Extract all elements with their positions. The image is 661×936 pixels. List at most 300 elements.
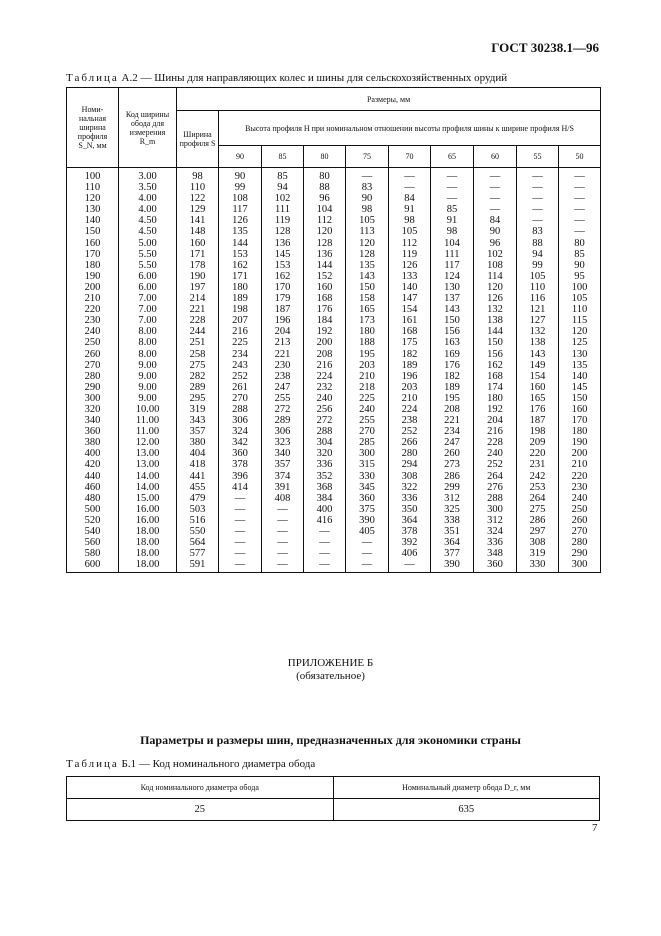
table-cell: 360 — [219, 448, 262, 459]
table-cell: — — [219, 493, 262, 504]
table-row — [67, 504, 601, 515]
table-cell: — — [346, 168, 389, 183]
table-cell: 260 — [431, 448, 474, 459]
table-cell: 330 — [346, 471, 389, 482]
table-cell: 80 — [559, 238, 601, 249]
table-cell: — — [304, 526, 346, 537]
table-row — [67, 799, 600, 821]
table-cell: 221 — [431, 415, 474, 426]
table-cell: 7.00 — [119, 293, 177, 304]
table-cell: 405 — [346, 526, 389, 537]
table-cell: 4.50 — [119, 226, 177, 237]
table-cell: 315 — [346, 459, 389, 470]
table-cell: — — [262, 559, 304, 573]
table-cell: 338 — [431, 515, 474, 526]
table-cell: 135 — [219, 226, 262, 237]
table-cell: 6.00 — [119, 282, 177, 293]
table-cell: 406 — [389, 548, 431, 559]
table-cell: 247 — [262, 382, 304, 393]
table-cell: 190 — [67, 271, 119, 282]
table-cell: 102 — [474, 249, 517, 260]
document-code: ГОСТ 30238.1—96 — [491, 40, 599, 55]
table-cell: 108 — [474, 260, 517, 271]
table-cell: 141 — [177, 215, 219, 226]
table-cell: 187 — [262, 304, 304, 315]
table-row — [67, 226, 601, 237]
table-cell: 304 — [304, 437, 346, 448]
table-cell: 288 — [219, 404, 262, 415]
table-cell: 105 — [517, 271, 559, 282]
table-cell: 182 — [431, 371, 474, 382]
table-cell: 85 — [262, 168, 304, 183]
table-cell: 18.00 — [119, 537, 177, 548]
table-cell: 90 — [474, 226, 517, 237]
table-cell: 591 — [177, 559, 219, 573]
table-cell: 503 — [177, 504, 219, 515]
table-cell: — — [346, 548, 389, 559]
table-cell: 96 — [304, 193, 346, 204]
table-cell: — — [389, 182, 431, 193]
table-cell: 221 — [262, 349, 304, 360]
table-cell: 228 — [474, 437, 517, 448]
table-cell: 250 — [559, 504, 601, 515]
table-cell: 3.00 — [119, 168, 177, 183]
table-cell: 460 — [67, 482, 119, 493]
table-cell: 120 — [474, 282, 517, 293]
table-cell: 140 — [67, 215, 119, 226]
table-row — [67, 437, 601, 448]
appendix-heading: Параметры и размеры шин, предназначенных для экономики страны — [140, 733, 521, 747]
table-cell: 200 — [559, 448, 601, 459]
table-cell: — — [346, 559, 389, 573]
table-cell: 85 — [559, 249, 601, 260]
table-cell: 132 — [474, 304, 517, 315]
table-cell: 162 — [474, 360, 517, 371]
header-ratio: 65 — [431, 146, 474, 168]
table-cell: 480 — [67, 493, 119, 504]
table-row — [67, 548, 601, 559]
table-cell: 242 — [517, 471, 559, 482]
table-cell: 218 — [346, 382, 389, 393]
table-cell: — — [431, 168, 474, 183]
table-cell: 99 — [517, 260, 559, 271]
table-cell: 160 — [304, 282, 346, 293]
table-cell: 320 — [67, 404, 119, 415]
table-cell: 189 — [389, 360, 431, 371]
table-cell: 94 — [517, 249, 559, 260]
table-cell: 240 — [346, 404, 389, 415]
table-row — [67, 238, 601, 249]
table-cell: 195 — [346, 349, 389, 360]
header-rim-code: Код ширины обода для измерения R_m — [119, 88, 177, 168]
table-cell: 231 — [517, 459, 559, 470]
table-cell: 240 — [304, 393, 346, 404]
table-cell: 99 — [219, 182, 262, 193]
table-cell: 216 — [219, 326, 262, 337]
table-cell: 100 — [559, 282, 601, 293]
table-cell: 319 — [177, 404, 219, 415]
table-cell: 198 — [219, 304, 262, 315]
table-cell: — — [219, 537, 262, 548]
table-cell: 15.00 — [119, 493, 177, 504]
table-cell: 232 — [304, 382, 346, 393]
table-cell: 150 — [431, 315, 474, 326]
table-cell: 198 — [517, 426, 559, 437]
table-cell: 162 — [262, 271, 304, 282]
table-cell: 600 — [67, 559, 119, 573]
table-cell: 136 — [304, 249, 346, 260]
table-cell: 308 — [389, 471, 431, 482]
table-cell: 320 — [304, 448, 346, 459]
table-cell: 105 — [346, 215, 389, 226]
table-cell: 210 — [559, 459, 601, 470]
table-cell: 272 — [304, 415, 346, 426]
table-cell: 120 — [346, 238, 389, 249]
table-cell: 479 — [177, 493, 219, 504]
table-cell: 378 — [219, 459, 262, 470]
table-cell: 174 — [474, 382, 517, 393]
appendix-subtitle: (обязательное) — [296, 670, 365, 682]
table-cell: 80 — [304, 168, 346, 183]
table-cell: 98 — [389, 215, 431, 226]
table-cell: 84 — [389, 193, 431, 204]
table-row — [67, 182, 601, 193]
table-cell: 126 — [389, 260, 431, 271]
table-cell: 252 — [474, 459, 517, 470]
table-cell: 170 — [67, 249, 119, 260]
table-cell: 252 — [219, 371, 262, 382]
table-cell: 180 — [474, 393, 517, 404]
table-cell: 16.00 — [119, 504, 177, 515]
table-cell: 195 — [431, 393, 474, 404]
table-cell: 306 — [219, 415, 262, 426]
table-cell: 300 — [67, 393, 119, 404]
table-cell: 94 — [262, 182, 304, 193]
table-cell: 288 — [474, 493, 517, 504]
table-cell: 125 — [559, 337, 601, 348]
header-ratio: 50 — [559, 146, 601, 168]
table-cell: 324 — [474, 526, 517, 537]
table-cell: 210 — [346, 371, 389, 382]
table-cell: 224 — [304, 371, 346, 382]
table-cell: 289 — [262, 415, 304, 426]
table-cell: 130 — [431, 282, 474, 293]
table-row — [67, 215, 601, 226]
table-cell: 12.00 — [119, 437, 177, 448]
table-cell: 11.00 — [119, 415, 177, 426]
table-cell: 357 — [262, 459, 304, 470]
table-cell: 95 — [559, 271, 601, 282]
table-cell: 126 — [474, 293, 517, 304]
table-cell: 18.00 — [119, 526, 177, 537]
table-cell: 312 — [431, 493, 474, 504]
table-cell: 336 — [304, 459, 346, 470]
table-cell: 102 — [262, 193, 304, 204]
table-cell: 273 — [431, 459, 474, 470]
table-row — [67, 293, 601, 304]
table-cell: 150 — [474, 337, 517, 348]
table-cell: 18.00 — [119, 559, 177, 573]
table-row — [67, 193, 601, 204]
table-cell: 221 — [177, 304, 219, 315]
table-cell: 336 — [474, 537, 517, 548]
table-cell: 152 — [304, 271, 346, 282]
table-cell: 343 — [177, 415, 219, 426]
table-cell: 16.00 — [119, 515, 177, 526]
table-cell: 169 — [431, 349, 474, 360]
table-cell: 85 — [431, 204, 474, 215]
table-cell: 156 — [474, 349, 517, 360]
table-cell: 121 — [517, 304, 559, 315]
table-cell: 384 — [304, 493, 346, 504]
table-cell: 111 — [431, 249, 474, 260]
table-cell: 247 — [431, 437, 474, 448]
header-ratio: 60 — [474, 146, 517, 168]
table-row — [67, 326, 601, 337]
table-cell: — — [474, 168, 517, 183]
table-cell: 210 — [389, 393, 431, 404]
table-cell: — — [559, 204, 601, 215]
table-cell: 378 — [389, 526, 431, 537]
table-cell: 4.00 — [119, 204, 177, 215]
table-cell: 319 — [517, 548, 559, 559]
table-cell: 4.50 — [119, 215, 177, 226]
table-cell: 238 — [262, 371, 304, 382]
table-cell: 9.00 — [119, 382, 177, 393]
table-cell: 128 — [346, 249, 389, 260]
table-cell: 390 — [431, 559, 474, 573]
table-cell: 158 — [346, 293, 389, 304]
table-cell: 360 — [474, 559, 517, 573]
table-cell: 289 — [177, 382, 219, 393]
table-cell: 8.00 — [119, 349, 177, 360]
table-cell: 295 — [177, 393, 219, 404]
table-cell: — — [474, 182, 517, 193]
table-cell: 360 — [346, 493, 389, 504]
table-cell: 270 — [219, 393, 262, 404]
table-cell: 204 — [474, 415, 517, 426]
table-cell: 176 — [304, 304, 346, 315]
table-cell: 154 — [517, 371, 559, 382]
table-cell: 120 — [304, 226, 346, 237]
table-cell: 560 — [67, 537, 119, 548]
table-cell: 360 — [67, 426, 119, 437]
table-cell: 455 — [177, 482, 219, 493]
table-row — [67, 515, 601, 526]
table-cell: 282 — [177, 371, 219, 382]
table-cell: 115 — [559, 315, 601, 326]
header-ratio: 85 — [262, 146, 304, 168]
table-cell: — — [474, 204, 517, 215]
table-row — [67, 537, 601, 548]
table-cell: 88 — [304, 182, 346, 193]
table-cell: 200 — [304, 337, 346, 348]
table-cell: 138 — [474, 315, 517, 326]
table-cell: 90 — [219, 168, 262, 183]
table-cell: 154 — [389, 304, 431, 315]
table-cell: 375 — [346, 504, 389, 515]
table-cell: — — [219, 526, 262, 537]
table-cell: 220 — [67, 304, 119, 315]
table-cell: 364 — [431, 537, 474, 548]
table-cell: 162 — [219, 260, 262, 271]
table-cell: 352 — [304, 471, 346, 482]
table-cell: 128 — [262, 226, 304, 237]
table-cell: 88 — [517, 238, 559, 249]
table-cell: 391 — [262, 482, 304, 493]
table-cell: 244 — [177, 326, 219, 337]
header-ratio: 75 — [346, 146, 389, 168]
table-cell: 272 — [262, 404, 304, 415]
table-cell: 150 — [559, 393, 601, 404]
table-cell: 111 — [262, 204, 304, 215]
table-cell: 83 — [517, 226, 559, 237]
table-cell: 9.00 — [119, 360, 177, 371]
table-cell: 96 — [474, 238, 517, 249]
header-rim-diameter: Номинальный диаметр обода D_r, мм — [333, 777, 600, 799]
table-cell: 113 — [346, 226, 389, 237]
table-cell: 168 — [474, 371, 517, 382]
table-cell: 98 — [346, 204, 389, 215]
table-cell: 290 — [559, 548, 601, 559]
table-cell: 564 — [177, 537, 219, 548]
table-cell: 255 — [262, 393, 304, 404]
table-cell: 377 — [431, 548, 474, 559]
table-cell: — — [559, 168, 601, 183]
table-cell: 368 — [304, 482, 346, 493]
table-cell: 251 — [177, 337, 219, 348]
table-cell: 105 — [559, 293, 601, 304]
table-cell: 7.00 — [119, 315, 177, 326]
table-cell: — — [559, 193, 601, 204]
table-cell: 258 — [177, 349, 219, 360]
header-rim-diameter-code: Код номинального диаметра обода — [67, 777, 334, 799]
page-number: 7 — [592, 822, 598, 834]
table-cell: — — [219, 515, 262, 526]
table-cell: 114 — [474, 271, 517, 282]
table-cell: 216 — [304, 360, 346, 371]
table-cell: 8.00 — [119, 337, 177, 348]
table-row — [67, 559, 601, 573]
table-cell: 137 — [431, 293, 474, 304]
table-cell: 138 — [517, 337, 559, 348]
table-cell: 176 — [431, 360, 474, 371]
table-cell: 516 — [177, 515, 219, 526]
table-cell: 165 — [517, 393, 559, 404]
table-cell: 240 — [474, 448, 517, 459]
table-cell: 160 — [517, 382, 559, 393]
table-cell: 325 — [431, 504, 474, 515]
table-cell: 4.00 — [119, 193, 177, 204]
table-cell: 147 — [389, 293, 431, 304]
table-cell: 230 — [559, 482, 601, 493]
table-cell: 13.00 — [119, 448, 177, 459]
header-ratio: 55 — [517, 146, 559, 168]
table-cell: 148 — [177, 226, 219, 237]
table-cell: — — [304, 548, 346, 559]
table-cell: 252 — [389, 426, 431, 437]
table-cell: 120 — [559, 326, 601, 337]
table-cell: 5.50 — [119, 249, 177, 260]
table-cell: 190 — [177, 271, 219, 282]
table-cell: 145 — [262, 249, 304, 260]
caption-text: А.2 — Шины для направляющих колес и шины для сельскохозяйственных орудий — [121, 72, 508, 84]
table-cell: 122 — [177, 193, 219, 204]
table-cell: — — [219, 504, 262, 515]
table-cell: 100 — [67, 168, 119, 183]
table-cell: 160 — [67, 238, 119, 249]
table-row — [67, 415, 601, 426]
table-cell: 5.50 — [119, 260, 177, 271]
table-cell: 264 — [474, 471, 517, 482]
table-cell: 408 — [262, 493, 304, 504]
table-cell: 288 — [304, 426, 346, 437]
table-cell: — — [559, 215, 601, 226]
table-cell: 161 — [389, 315, 431, 326]
table-cell: 170 — [262, 282, 304, 293]
table-cell: 144 — [304, 260, 346, 271]
table-cell: 213 — [262, 337, 304, 348]
table-cell: — — [219, 548, 262, 559]
table-cell: 351 — [431, 526, 474, 537]
table-cell: 187 — [517, 415, 559, 426]
table-cell: 580 — [67, 548, 119, 559]
table-cell: 297 — [517, 526, 559, 537]
table-cell: 416 — [304, 515, 346, 526]
caption-label: Таблица — [66, 758, 119, 770]
table-cell: — — [346, 537, 389, 548]
table-cell: 336 — [389, 493, 431, 504]
table-cell: 322 — [389, 482, 431, 493]
table-cell: 264 — [517, 493, 559, 504]
header-ratio: 90 — [219, 146, 262, 168]
table-cell: 156 — [431, 326, 474, 337]
table-cell: 390 — [346, 515, 389, 526]
table-b1 — [66, 776, 600, 821]
table-cell: 234 — [219, 349, 262, 360]
table-cell: 133 — [389, 271, 431, 282]
table-cell: 112 — [304, 215, 346, 226]
rim-diameter-code: 25 — [67, 799, 334, 821]
table-cell: 110 — [559, 304, 601, 315]
table-cell: 136 — [262, 238, 304, 249]
table-cell: 330 — [517, 559, 559, 573]
table-cell: 196 — [262, 315, 304, 326]
table-cell: 350 — [389, 504, 431, 515]
table-cell: 414 — [219, 482, 262, 493]
table-cell: — — [304, 559, 346, 573]
table-cell: 9.00 — [119, 371, 177, 382]
table-cell: 374 — [262, 471, 304, 482]
table-cell: 238 — [389, 415, 431, 426]
table-cell: 276 — [474, 482, 517, 493]
header-section-width: Ширина профиля S — [177, 111, 219, 168]
table-cell: — — [219, 559, 262, 573]
table-cell: — — [262, 537, 304, 548]
table-cell: 306 — [262, 426, 304, 437]
table-cell: 286 — [431, 471, 474, 482]
header-profile-height: Высота профиля H при номинальном отношении высоты профиля шины к ширине профиля H/S — [219, 111, 601, 146]
table-cell: 175 — [389, 337, 431, 348]
table-cell: 285 — [346, 437, 389, 448]
table-cell: — — [262, 504, 304, 515]
table-cell: 280 — [559, 537, 601, 548]
table-cell: 300 — [474, 504, 517, 515]
table-cell: 196 — [389, 371, 431, 382]
table-cell: 7.00 — [119, 304, 177, 315]
table-cell: 230 — [67, 315, 119, 326]
table-cell: 220 — [559, 471, 601, 482]
